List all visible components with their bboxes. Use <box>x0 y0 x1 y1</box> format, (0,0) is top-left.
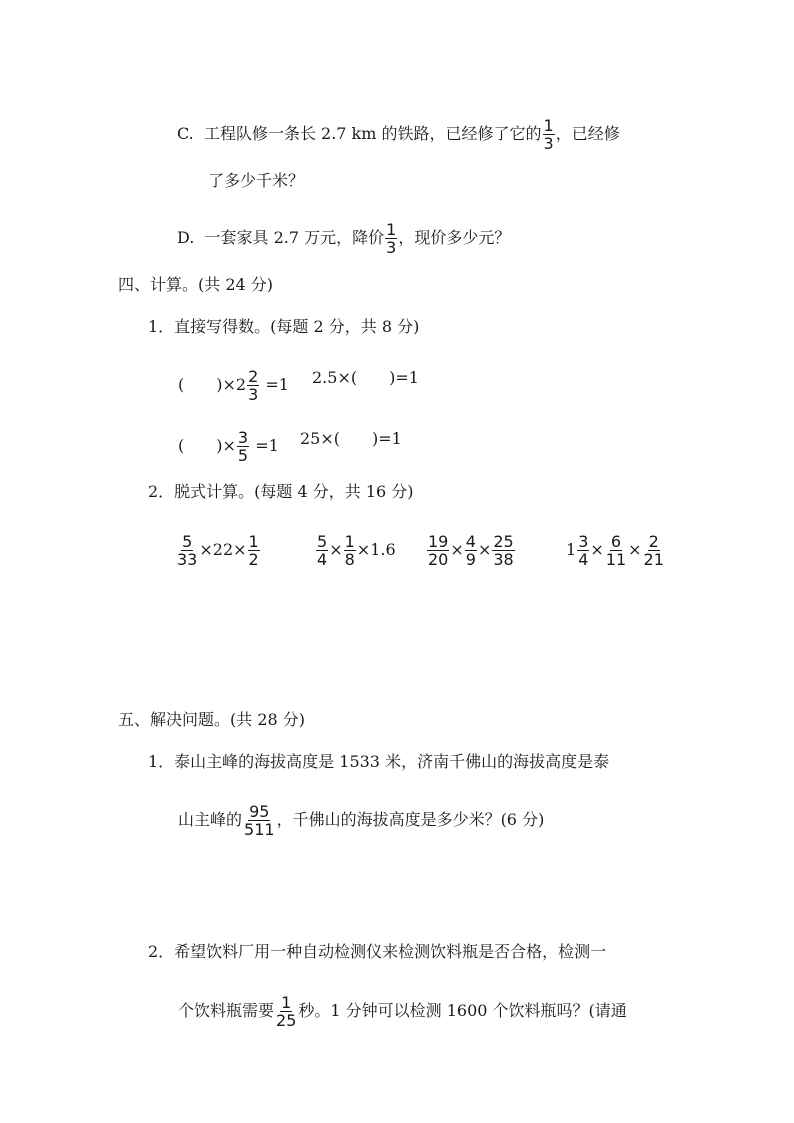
expr1-fraction-2 <box>248 533 260 568</box>
section5-q1-fraction <box>243 803 276 838</box>
calc-row1-b-text: 2.5×( )=1 <box>312 368 419 387</box>
section5-q2-fraction <box>275 994 297 1029</box>
section5-q2-line2-part2: 秒。1 分钟可以检测 1600 个饮料瓶吗？(请通 <box>298 1001 627 1020</box>
expr4-whole: 1 <box>566 540 577 559</box>
fraction-denominator: 20 <box>428 550 449 569</box>
section5-q2-line2-part1: 个饮料瓶需要 <box>178 1001 275 1020</box>
expr4-operator-1: × <box>590 540 604 559</box>
expr4-operator-2: × <box>628 540 642 559</box>
option-d-line <box>177 221 510 256</box>
fraction-denominator: 4 <box>578 550 589 569</box>
option-c-line2 <box>208 171 304 191</box>
calc-row1-a-left: ( )×2 <box>178 375 247 394</box>
fraction-numerator: 1 <box>543 116 554 135</box>
fraction-numerator: 3 <box>578 532 589 551</box>
calc-row2-a-left: ( )× <box>178 436 236 455</box>
expr3-operator-1: × <box>450 540 464 559</box>
expr2-fraction-2 <box>344 533 356 568</box>
fraction-numerator: 25 <box>493 532 514 551</box>
section5-q1-line2 <box>178 803 544 838</box>
fraction-denominator: 38 <box>493 550 514 569</box>
section5-heading: 五、解决问题。(共 28 分) <box>118 710 306 729</box>
expression-2 <box>315 533 396 568</box>
calc-row1-a-fraction <box>247 368 259 403</box>
calc-row2-b <box>300 429 402 449</box>
fraction-denominator: 5 <box>237 446 249 465</box>
expr2-tail: ×1.6 <box>356 540 396 559</box>
expr4-fraction-3 <box>643 533 665 568</box>
option-c-text-line2: 了多少千米？ <box>208 171 305 190</box>
expr3-fraction-3 <box>492 533 514 568</box>
expression-3 <box>426 533 516 568</box>
expr3-fraction-1 <box>427 533 449 568</box>
expr3-fraction-2 <box>465 533 477 568</box>
option-c-text-part2: ，已经修 <box>555 124 620 143</box>
fraction-numerator: 6 <box>610 532 622 551</box>
calc-row2-a-fraction <box>237 429 249 464</box>
option-d-fraction <box>385 221 397 256</box>
section5-q2-line2 <box>178 994 627 1029</box>
fraction-numerator: 2 <box>248 367 259 386</box>
fraction-denominator: 11 <box>605 550 627 569</box>
fraction-denominator: 3 <box>248 385 259 404</box>
expression-4 <box>566 533 666 568</box>
section5-q1-line1: 1．泰山主峰的海拔高度是 1533 米，济南千佛山的海拔高度是泰 <box>148 752 610 771</box>
fraction-numerator: 2 <box>648 532 659 551</box>
fraction-numerator: 5 <box>182 532 193 551</box>
option-c-line1 <box>177 117 620 152</box>
fraction-numerator: 1 <box>281 993 292 1012</box>
expression-1 <box>175 533 261 568</box>
expr1-middle: ×22× <box>199 540 247 559</box>
fraction-denominator: 511 <box>244 820 275 839</box>
calc-row2-a <box>178 429 279 464</box>
fraction-numerator: 19 <box>428 532 449 551</box>
expr3-operator-2: × <box>477 540 492 559</box>
fraction-numerator: 4 <box>465 532 476 551</box>
fraction-numerator: 5 <box>317 532 328 551</box>
option-c-text-part1: 工程队修一条长 2.7 km 的铁路，已经修了它的 <box>203 124 542 143</box>
option-c-fraction <box>543 117 555 152</box>
fraction-denominator: 9 <box>465 550 476 569</box>
section4-q1-title: 1．直接写得数。(每题 2 分，共 8 分) <box>148 317 420 336</box>
fraction-numerator: 1 <box>248 532 259 551</box>
calc-row2-a-right: =1 <box>255 436 279 455</box>
fraction-denominator: 8 <box>344 550 355 569</box>
section5-q2-line1: 2．希望饮料厂用一种自动检测仪来检测饮料瓶是否合格，检测一 <box>148 942 607 961</box>
option-d-text-part2: ，现价多少元？ <box>398 228 511 247</box>
fraction-numerator: 3 <box>237 428 249 447</box>
fraction-denominator: 3 <box>543 134 554 153</box>
section5-q1-line2-part2: ，千佛山的海拔高度是多少米？(6 分) <box>276 810 545 829</box>
fraction-denominator: 4 <box>317 550 328 569</box>
expr4-fraction-2 <box>605 533 627 568</box>
option-c-label: C. <box>177 124 194 143</box>
expr1-fraction-1 <box>176 533 198 568</box>
expr2-fraction-1 <box>316 533 328 568</box>
fraction-denominator: 21 <box>643 550 664 569</box>
calc-row1-a <box>178 368 289 403</box>
fraction-numerator: 95 <box>249 802 270 821</box>
fraction-denominator: 25 <box>276 1011 297 1030</box>
expr4-fraction-1 <box>577 533 589 568</box>
section5-q1-line2-part1: 山主峰的 <box>178 810 243 829</box>
calc-row1-b <box>312 368 419 388</box>
fraction-denominator: 2 <box>248 550 259 569</box>
fraction-denominator: 3 <box>386 238 397 257</box>
calc-row2-b-text: 25×( )=1 <box>300 429 402 448</box>
fraction-denominator: 33 <box>177 550 198 569</box>
section4-heading: 四、计算。(共 24 分) <box>118 275 274 294</box>
expr2-operator-1: × <box>329 540 343 559</box>
fraction-numerator: 1 <box>344 532 355 551</box>
calc-row1-a-right: =1 <box>265 375 289 394</box>
section4-q2-title: 2．脱式计算。(每题 4 分，共 16 分) <box>148 482 414 501</box>
option-d-text-part1: 一套家具 2.7 万元，降价 <box>204 228 385 247</box>
fraction-numerator: 1 <box>386 220 397 239</box>
option-d-label: D. <box>177 228 195 247</box>
